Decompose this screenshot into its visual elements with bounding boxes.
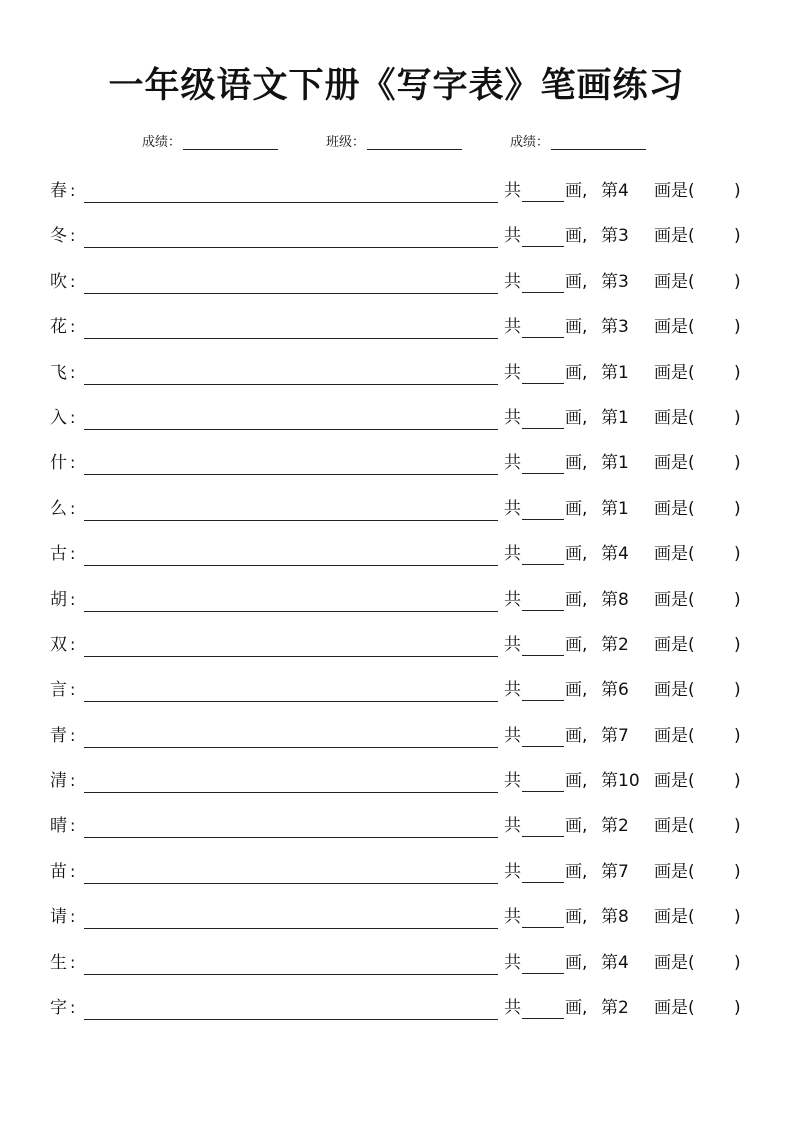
seq-prefix: 第 <box>601 725 618 746</box>
stroke-is-label: 画是( <box>654 453 695 474</box>
total-suffix: 画, <box>565 725 588 746</box>
stroke-total-group <box>504 725 587 747</box>
stroke-sequence-group <box>601 861 629 883</box>
stroke-count-blank[interactable] <box>522 1000 564 1019</box>
seq-prefix: 第 <box>601 453 618 474</box>
character: 春 <box>50 181 67 201</box>
total-suffix: 画, <box>565 680 588 701</box>
total-prefix: 共 <box>504 317 521 338</box>
stroke-count-blank[interactable] <box>522 728 564 747</box>
exercise-row <box>0 215 793 260</box>
seq-prefix: 第 <box>601 816 618 837</box>
close-paren: ) <box>734 952 741 973</box>
stroke-total-group <box>504 815 587 837</box>
stroke-is-label: 画是( <box>654 998 695 1019</box>
seq-prefix: 第 <box>601 680 618 701</box>
seq-prefix: 第 <box>601 407 618 428</box>
close-paren: ) <box>734 226 741 247</box>
seq-prefix: 第 <box>601 271 618 292</box>
stroke-sequence-group <box>601 815 629 837</box>
stroke-sequence-group <box>601 543 629 565</box>
seq-prefix: 第 <box>601 226 618 247</box>
score-label-2: 成绩： <box>510 135 550 150</box>
total-prefix: 共 <box>504 634 521 655</box>
colon: : <box>70 680 76 700</box>
stroke-sequence-group <box>601 362 629 384</box>
character: 双 <box>50 634 67 655</box>
character: 入 <box>50 407 67 428</box>
total-suffix: 画, <box>565 952 588 973</box>
stroke-sequence-group <box>601 316 629 338</box>
stroke-number: 4 <box>618 544 629 565</box>
stroke-is-label: 画是( <box>654 680 695 701</box>
colon: : <box>70 544 76 564</box>
stroke-writing-line[interactable] <box>84 247 498 248</box>
class-input-line[interactable] <box>367 135 462 150</box>
total-suffix: 画, <box>565 544 588 565</box>
stroke-is-label: 画是( <box>654 952 695 973</box>
stroke-count-blank[interactable] <box>522 864 564 883</box>
seq-prefix: 第 <box>601 317 618 338</box>
total-suffix: 画, <box>565 634 588 655</box>
stroke-number: 7 <box>618 725 629 746</box>
close-paren: ) <box>734 498 741 519</box>
total-prefix: 共 <box>504 453 521 474</box>
character: 苗 <box>50 861 67 882</box>
colon: : <box>70 362 76 382</box>
stroke-writing-line[interactable] <box>84 338 498 339</box>
total-suffix: 画, <box>565 317 588 338</box>
total-suffix: 画, <box>565 362 588 383</box>
seq-prefix: 第 <box>601 498 618 519</box>
stroke-sequence-group <box>601 498 629 520</box>
total-suffix: 画, <box>565 861 588 882</box>
colon: : <box>70 725 76 745</box>
stroke-writing-line[interactable] <box>84 520 498 521</box>
total-prefix: 共 <box>504 816 521 837</box>
exercise-row <box>0 306 793 351</box>
character: 清 <box>50 771 67 792</box>
stroke-total-group <box>504 407 587 429</box>
exercise-row <box>0 442 793 487</box>
stroke-total-group <box>504 952 587 974</box>
character: 晴 <box>50 816 67 837</box>
character: 花 <box>50 317 67 338</box>
stroke-is-label: 画是( <box>654 907 695 928</box>
total-prefix: 共 <box>504 226 521 247</box>
stroke-writing-line[interactable] <box>84 792 498 793</box>
stroke-sequence-group <box>601 725 629 747</box>
stroke-number: 3 <box>618 271 629 292</box>
stroke-is-label: 画是( <box>654 181 695 201</box>
student-info-bar <box>0 131 793 153</box>
stroke-writing-line[interactable] <box>84 1019 498 1020</box>
colon: : <box>70 181 76 200</box>
total-prefix: 共 <box>504 362 521 383</box>
stroke-number: 3 <box>618 317 629 338</box>
stroke-sequence-group <box>601 997 629 1019</box>
stroke-number: 6 <box>618 680 629 701</box>
stroke-writing-line[interactable] <box>84 974 498 975</box>
worksheet-title: 一年级语文下册《写字表》笔画练习 <box>108 66 685 106</box>
colon: : <box>70 998 76 1018</box>
stroke-count-blank[interactable] <box>522 773 564 792</box>
seq-prefix: 第 <box>601 998 618 1019</box>
stroke-number: 2 <box>618 816 629 837</box>
stroke-number: 4 <box>618 181 629 201</box>
stroke-sequence-group <box>601 679 629 701</box>
stroke-number: 7 <box>618 861 629 882</box>
total-prefix: 共 <box>504 680 521 701</box>
exercise-row <box>0 851 793 896</box>
stroke-sequence-group <box>601 906 629 928</box>
character: 古 <box>50 544 67 565</box>
stroke-sequence-group <box>601 407 629 429</box>
score-input-line[interactable] <box>183 135 278 150</box>
stroke-total-group <box>504 634 587 656</box>
character: 青 <box>50 725 67 746</box>
total-suffix: 画, <box>565 589 588 610</box>
exercise-row <box>0 896 793 941</box>
stroke-is-label: 画是( <box>654 271 695 292</box>
stroke-sequence-group <box>601 180 629 202</box>
class-field <box>326 131 462 150</box>
close-paren: ) <box>734 998 741 1019</box>
colon: : <box>70 498 76 518</box>
close-paren: ) <box>734 317 741 338</box>
total-prefix: 共 <box>504 271 521 292</box>
total-suffix: 画, <box>565 271 588 292</box>
stroke-count-blank[interactable] <box>522 274 564 293</box>
stroke-writing-line[interactable] <box>84 293 498 294</box>
stroke-count-blank[interactable] <box>522 183 564 202</box>
character: 什 <box>50 453 67 474</box>
stroke-sequence-group <box>601 952 629 974</box>
colon: : <box>70 589 76 609</box>
stroke-number: 2 <box>618 634 629 655</box>
score-field-2 <box>510 131 646 150</box>
total-suffix: 画, <box>565 407 588 428</box>
colon: : <box>70 317 76 337</box>
stroke-number: 3 <box>618 226 629 247</box>
stroke-is-label: 画是( <box>654 407 695 428</box>
close-paren: ) <box>734 725 741 746</box>
exercise-row <box>0 942 793 987</box>
stroke-total-group <box>504 770 587 792</box>
seq-prefix: 第 <box>601 861 618 882</box>
exercise-row <box>0 397 793 442</box>
total-prefix: 共 <box>504 861 521 882</box>
stroke-sequence-group <box>601 271 629 293</box>
exercise-row <box>0 170 793 215</box>
class-label: 班级： <box>326 135 366 150</box>
stroke-total-group <box>504 362 587 384</box>
stroke-total-group <box>504 589 587 611</box>
stroke-total-group <box>504 452 587 474</box>
close-paren: ) <box>734 771 741 792</box>
stroke-is-label: 画是( <box>654 589 695 610</box>
total-prefix: 共 <box>504 589 521 610</box>
colon: : <box>70 271 76 291</box>
stroke-writing-line[interactable] <box>84 928 498 929</box>
stroke-sequence-group <box>601 634 629 656</box>
character: 飞 <box>50 362 67 383</box>
close-paren: ) <box>734 544 741 565</box>
seq-prefix: 第 <box>601 181 618 201</box>
stroke-writing-line[interactable] <box>84 656 498 657</box>
stroke-count-blank[interactable] <box>522 455 564 474</box>
stroke-is-label: 画是( <box>654 226 695 247</box>
colon: : <box>70 453 76 473</box>
stroke-total-group <box>504 906 587 928</box>
colon: : <box>70 407 76 427</box>
exercise-row <box>0 624 793 669</box>
stroke-is-label: 画是( <box>654 771 695 792</box>
total-suffix: 画, <box>565 498 588 519</box>
stroke-sequence-group <box>601 452 629 474</box>
stroke-writing-line[interactable] <box>84 883 498 884</box>
seq-prefix: 第 <box>601 634 618 655</box>
total-suffix: 画, <box>565 771 588 792</box>
colon: : <box>70 952 76 972</box>
seq-prefix: 第 <box>601 589 618 610</box>
total-suffix: 画, <box>565 226 588 247</box>
total-suffix: 画, <box>565 907 588 928</box>
colon: : <box>70 816 76 836</box>
total-suffix: 画, <box>565 816 588 837</box>
score-field <box>142 131 278 150</box>
stroke-count-blank[interactable] <box>522 682 564 701</box>
stroke-writing-line[interactable] <box>84 384 498 385</box>
stroke-count-blank[interactable] <box>522 410 564 429</box>
character: 么 <box>50 498 67 519</box>
stroke-number: 8 <box>618 589 629 610</box>
stroke-writing-line[interactable] <box>84 474 498 475</box>
stroke-number: 10 <box>618 771 640 792</box>
close-paren: ) <box>734 181 741 201</box>
stroke-count-blank[interactable] <box>522 365 564 384</box>
total-prefix: 共 <box>504 544 521 565</box>
total-prefix: 共 <box>504 771 521 792</box>
stroke-is-label: 画是( <box>654 634 695 655</box>
stroke-total-group <box>504 861 587 883</box>
close-paren: ) <box>734 453 741 474</box>
stroke-count-blank[interactable] <box>522 955 564 974</box>
exercise-row <box>0 352 793 397</box>
stroke-is-label: 画是( <box>654 317 695 338</box>
character: 言 <box>50 680 67 701</box>
stroke-writing-line[interactable] <box>84 611 498 612</box>
stroke-sequence-group <box>601 225 629 247</box>
character: 吹 <box>50 271 67 292</box>
character: 胡 <box>50 589 67 610</box>
stroke-count-blank[interactable] <box>522 228 564 247</box>
score-input-line-2[interactable] <box>551 135 646 150</box>
stroke-count-blank[interactable] <box>522 592 564 611</box>
exercise-row <box>0 805 793 850</box>
stroke-number: 1 <box>618 362 629 383</box>
stroke-number: 1 <box>618 498 629 519</box>
stroke-number: 8 <box>618 907 629 928</box>
total-prefix: 共 <box>504 907 521 928</box>
stroke-total-group <box>504 271 587 293</box>
character: 冬 <box>50 226 67 247</box>
score-label: 成绩： <box>142 135 182 150</box>
exercise-row <box>0 261 793 306</box>
close-paren: ) <box>734 816 741 837</box>
total-suffix: 画, <box>565 181 588 201</box>
stroke-number: 1 <box>618 453 629 474</box>
stroke-total-group <box>504 543 587 565</box>
stroke-sequence-group <box>601 770 640 792</box>
total-prefix: 共 <box>504 952 521 973</box>
stroke-writing-line[interactable] <box>84 429 498 430</box>
stroke-number: 4 <box>618 952 629 973</box>
colon: : <box>70 226 76 246</box>
stroke-total-group <box>504 997 587 1019</box>
stroke-writing-line[interactable] <box>84 565 498 566</box>
exercise-row <box>0 760 793 805</box>
total-prefix: 共 <box>504 998 521 1019</box>
stroke-is-label: 画是( <box>654 498 695 519</box>
exercise-row <box>0 488 793 533</box>
close-paren: ) <box>734 907 741 928</box>
stroke-total-group <box>504 225 587 247</box>
colon: : <box>70 634 76 654</box>
stroke-total-group <box>504 679 587 701</box>
stroke-is-label: 画是( <box>654 725 695 746</box>
stroke-count-blank[interactable] <box>522 546 564 565</box>
exercise-row <box>0 669 793 714</box>
close-paren: ) <box>734 680 741 701</box>
total-suffix: 画, <box>565 998 588 1019</box>
stroke-count-blank[interactable] <box>522 319 564 338</box>
stroke-total-group <box>504 180 587 202</box>
stroke-writing-line[interactable] <box>84 202 498 203</box>
close-paren: ) <box>734 589 741 610</box>
seq-prefix: 第 <box>601 771 618 792</box>
total-prefix: 共 <box>504 498 521 519</box>
stroke-count-blank[interactable] <box>522 637 564 656</box>
character: 字 <box>50 998 67 1019</box>
stroke-total-group <box>504 316 587 338</box>
close-paren: ) <box>734 861 741 882</box>
stroke-total-group <box>504 498 587 520</box>
colon: : <box>70 771 76 791</box>
stroke-is-label: 画是( <box>654 362 695 383</box>
seq-prefix: 第 <box>601 544 618 565</box>
stroke-is-label: 画是( <box>654 816 695 837</box>
stroke-writing-line[interactable] <box>84 837 498 838</box>
stroke-writing-line[interactable] <box>84 701 498 702</box>
stroke-count-blank[interactable] <box>522 909 564 928</box>
exercise-row <box>0 579 793 624</box>
total-prefix: 共 <box>504 407 521 428</box>
total-prefix: 共 <box>504 725 521 746</box>
close-paren: ) <box>734 634 741 655</box>
close-paren: ) <box>734 407 741 428</box>
stroke-is-label: 画是( <box>654 861 695 882</box>
colon: : <box>70 861 76 881</box>
stroke-count-blank[interactable] <box>522 501 564 520</box>
character: 生 <box>50 952 67 973</box>
close-paren: ) <box>734 271 741 292</box>
exercise-row <box>0 533 793 578</box>
seq-prefix: 第 <box>601 952 618 973</box>
character: 请 <box>50 907 67 928</box>
stroke-writing-line[interactable] <box>84 747 498 748</box>
seq-prefix: 第 <box>601 907 618 928</box>
exercise-row <box>0 987 793 1032</box>
stroke-count-blank[interactable] <box>522 818 564 837</box>
stroke-is-label: 画是( <box>654 544 695 565</box>
seq-prefix: 第 <box>601 362 618 383</box>
exercise-row <box>0 715 793 760</box>
total-suffix: 画, <box>565 453 588 474</box>
colon: : <box>70 907 76 927</box>
total-prefix: 共 <box>504 181 521 201</box>
exercise-list <box>0 170 793 1032</box>
stroke-number: 2 <box>618 998 629 1019</box>
stroke-sequence-group <box>601 589 629 611</box>
stroke-number: 1 <box>618 407 629 428</box>
close-paren: ) <box>734 362 741 383</box>
